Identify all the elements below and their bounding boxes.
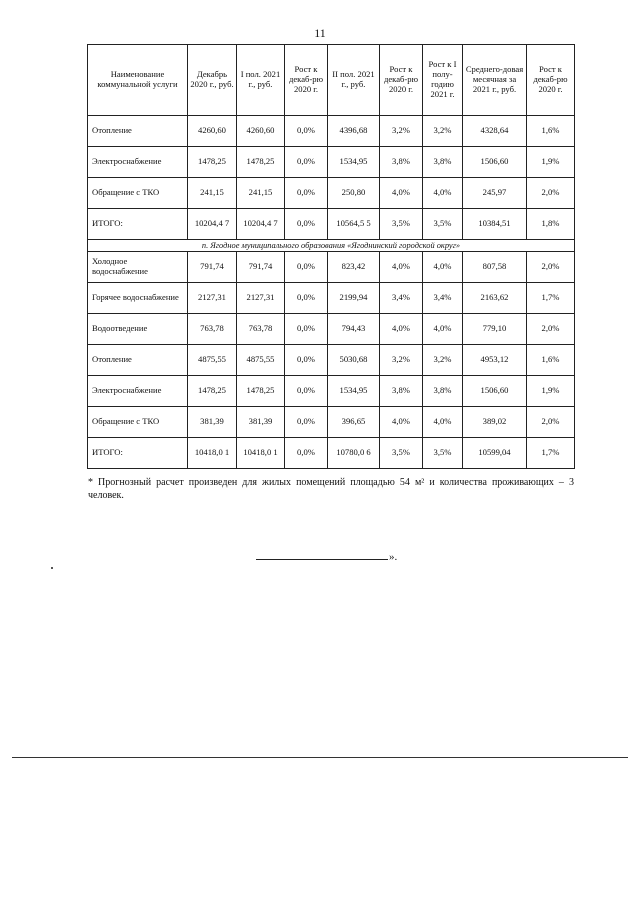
closing-line <box>256 549 397 563</box>
value-cell: 3,2% <box>380 345 423 376</box>
value-cell: 3,8% <box>380 376 423 407</box>
header-growth-second-half: Рост к декаб-рю 2020 г. <box>380 45 423 116</box>
value-cell: 1478,25 <box>237 147 285 178</box>
value-cell: 763,78 <box>188 314 237 345</box>
value-cell: 0,0% <box>285 345 328 376</box>
table-row <box>88 376 575 407</box>
value-cell: 250,80 <box>328 178 380 209</box>
value-cell: 1534,95 <box>328 376 380 407</box>
value-cell: 794,43 <box>328 314 380 345</box>
value-cell: 4260,60 <box>188 116 237 147</box>
service-name-cell: Отопление <box>88 116 188 147</box>
value-cell: 1,6% <box>527 345 575 376</box>
value-cell: 0,0% <box>285 314 328 345</box>
table-row <box>88 209 575 240</box>
value-cell: 1478,25 <box>188 376 237 407</box>
signature-blank-line <box>256 549 388 560</box>
header-december-2020: Декабрь 2020 г., руб. <box>188 45 237 116</box>
header-growth-average: Рост к декаб-рю 2020 г. <box>527 45 575 116</box>
value-cell: 3,2% <box>380 116 423 147</box>
value-cell: 1,9% <box>527 147 575 178</box>
value-cell: 381,39 <box>237 407 285 438</box>
utility-tariff-table <box>87 44 575 469</box>
value-cell: 10418,0 1 <box>237 438 285 469</box>
closing-quote-mark: ». <box>389 551 398 563</box>
value-cell: 0,0% <box>285 147 328 178</box>
value-cell: 4260,60 <box>237 116 285 147</box>
value-cell: 3,5% <box>380 438 423 469</box>
value-cell: 2,0% <box>527 314 575 345</box>
value-cell: 4,0% <box>380 252 423 283</box>
service-name-cell: Обращение с ТКО <box>88 178 188 209</box>
value-cell: 763,78 <box>237 314 285 345</box>
service-name-cell: Электроснабжение <box>88 376 188 407</box>
value-cell: 10564,5 5 <box>328 209 380 240</box>
value-cell: 10384,51 <box>463 209 527 240</box>
value-cell: 3,2% <box>423 116 463 147</box>
value-cell: 1,7% <box>527 283 575 314</box>
header-growth-first-half: Рост к декаб-рю 2020 г. <box>285 45 328 116</box>
value-cell: 241,15 <box>237 178 285 209</box>
value-cell: 4,0% <box>380 178 423 209</box>
table-row <box>88 345 575 376</box>
value-cell: 396,65 <box>328 407 380 438</box>
value-cell: 1,8% <box>527 209 575 240</box>
service-name-cell: Водоотведение <box>88 314 188 345</box>
value-cell: 2127,31 <box>237 283 285 314</box>
table-header-row <box>88 45 575 116</box>
value-cell: 2,0% <box>527 178 575 209</box>
service-name-cell: Холодное водоснабжение <box>88 252 188 283</box>
service-name-cell: Электроснабжение <box>88 147 188 178</box>
value-cell: 3,5% <box>423 209 463 240</box>
value-cell: 0,0% <box>285 116 328 147</box>
value-cell: 3,8% <box>380 147 423 178</box>
table-row <box>88 438 575 469</box>
value-cell: 1,7% <box>527 438 575 469</box>
value-cell: 4,0% <box>423 407 463 438</box>
value-cell: 1506,60 <box>463 376 527 407</box>
value-cell: 381,39 <box>188 407 237 438</box>
value-cell: 3,5% <box>423 438 463 469</box>
value-cell: 0,0% <box>285 178 328 209</box>
service-name-cell: ИТОГО: <box>88 209 188 240</box>
value-cell: 2163,62 <box>463 283 527 314</box>
footnote: * Прогнозный расчет произведен для жилых помещений площадью 54 м² и количества проживающих – 3 человек. <box>88 477 574 501</box>
value-cell: 10204,4 7 <box>188 209 237 240</box>
value-cell: 2,0% <box>527 252 575 283</box>
table-row <box>88 252 575 283</box>
header-second-half-2021: II пол. 2021 г., руб. <box>328 45 380 116</box>
table-row <box>88 407 575 438</box>
value-cell: 0,0% <box>285 407 328 438</box>
service-name-cell: Обращение с ТКО <box>88 407 188 438</box>
value-cell: 3,5% <box>380 209 423 240</box>
value-cell: 807,58 <box>463 252 527 283</box>
value-cell: 2,0% <box>527 407 575 438</box>
value-cell: 4,0% <box>423 314 463 345</box>
value-cell: 0,0% <box>285 283 328 314</box>
value-cell: 1478,25 <box>237 376 285 407</box>
value-cell: 791,74 <box>188 252 237 283</box>
service-name-cell: Горячее водоснабжение <box>88 283 188 314</box>
value-cell: 0,0% <box>285 209 328 240</box>
value-cell: 4,0% <box>380 314 423 345</box>
table-row <box>88 283 575 314</box>
value-cell: 4396,68 <box>328 116 380 147</box>
value-cell: 4328,64 <box>463 116 527 147</box>
value-cell: 0,0% <box>285 252 328 283</box>
table-row <box>88 147 575 178</box>
header-growth-vs-first-half: Рост к I полу-годию 2021 г. <box>423 45 463 116</box>
value-cell: 3,2% <box>423 345 463 376</box>
header-first-half-2021: I пол. 2021 г., руб. <box>237 45 285 116</box>
value-cell: 3,8% <box>423 376 463 407</box>
value-cell: 4953,12 <box>463 345 527 376</box>
value-cell: 4875,55 <box>188 345 237 376</box>
section-title: п. Ягодное муниципального образования «Ягоднинский городской округ» <box>88 240 575 252</box>
value-cell: 245,97 <box>463 178 527 209</box>
header-average-monthly-2021: Среднего-довая месячная за 2021 г., руб. <box>463 45 527 116</box>
value-cell: 10204,4 7 <box>237 209 285 240</box>
table-body-bottom <box>88 252 575 469</box>
value-cell: 10599,04 <box>463 438 527 469</box>
value-cell: 1,9% <box>527 376 575 407</box>
section-row <box>88 240 575 252</box>
table-body-top <box>88 116 575 240</box>
header-service-name: Наименование коммунальной услуги <box>88 45 188 116</box>
bottom-divider <box>12 757 628 758</box>
value-cell: 4,0% <box>423 178 463 209</box>
table-row <box>88 314 575 345</box>
value-cell: 10780,0 6 <box>328 438 380 469</box>
value-cell: 3,8% <box>423 147 463 178</box>
scan-speck <box>51 567 53 569</box>
service-name-cell: ИТОГО: <box>88 438 188 469</box>
value-cell: 1,6% <box>527 116 575 147</box>
service-name-cell: Отопление <box>88 345 188 376</box>
value-cell: 389,02 <box>463 407 527 438</box>
table-row <box>88 178 575 209</box>
value-cell: 791,74 <box>237 252 285 283</box>
value-cell: 823,42 <box>328 252 380 283</box>
value-cell: 4,0% <box>423 252 463 283</box>
value-cell: 2127,31 <box>188 283 237 314</box>
value-cell: 1506,60 <box>463 147 527 178</box>
value-cell: 2199,94 <box>328 283 380 314</box>
value-cell: 5030,68 <box>328 345 380 376</box>
value-cell: 3,4% <box>423 283 463 314</box>
value-cell: 3,4% <box>380 283 423 314</box>
value-cell: 4,0% <box>380 407 423 438</box>
table-row <box>88 116 575 147</box>
value-cell: 241,15 <box>188 178 237 209</box>
page-number: 11 <box>314 26 326 40</box>
value-cell: 0,0% <box>285 438 328 469</box>
value-cell: 0,0% <box>285 376 328 407</box>
value-cell: 1478,25 <box>188 147 237 178</box>
value-cell: 10418,0 1 <box>188 438 237 469</box>
value-cell: 4875,55 <box>237 345 285 376</box>
value-cell: 1534,95 <box>328 147 380 178</box>
value-cell: 779,10 <box>463 314 527 345</box>
